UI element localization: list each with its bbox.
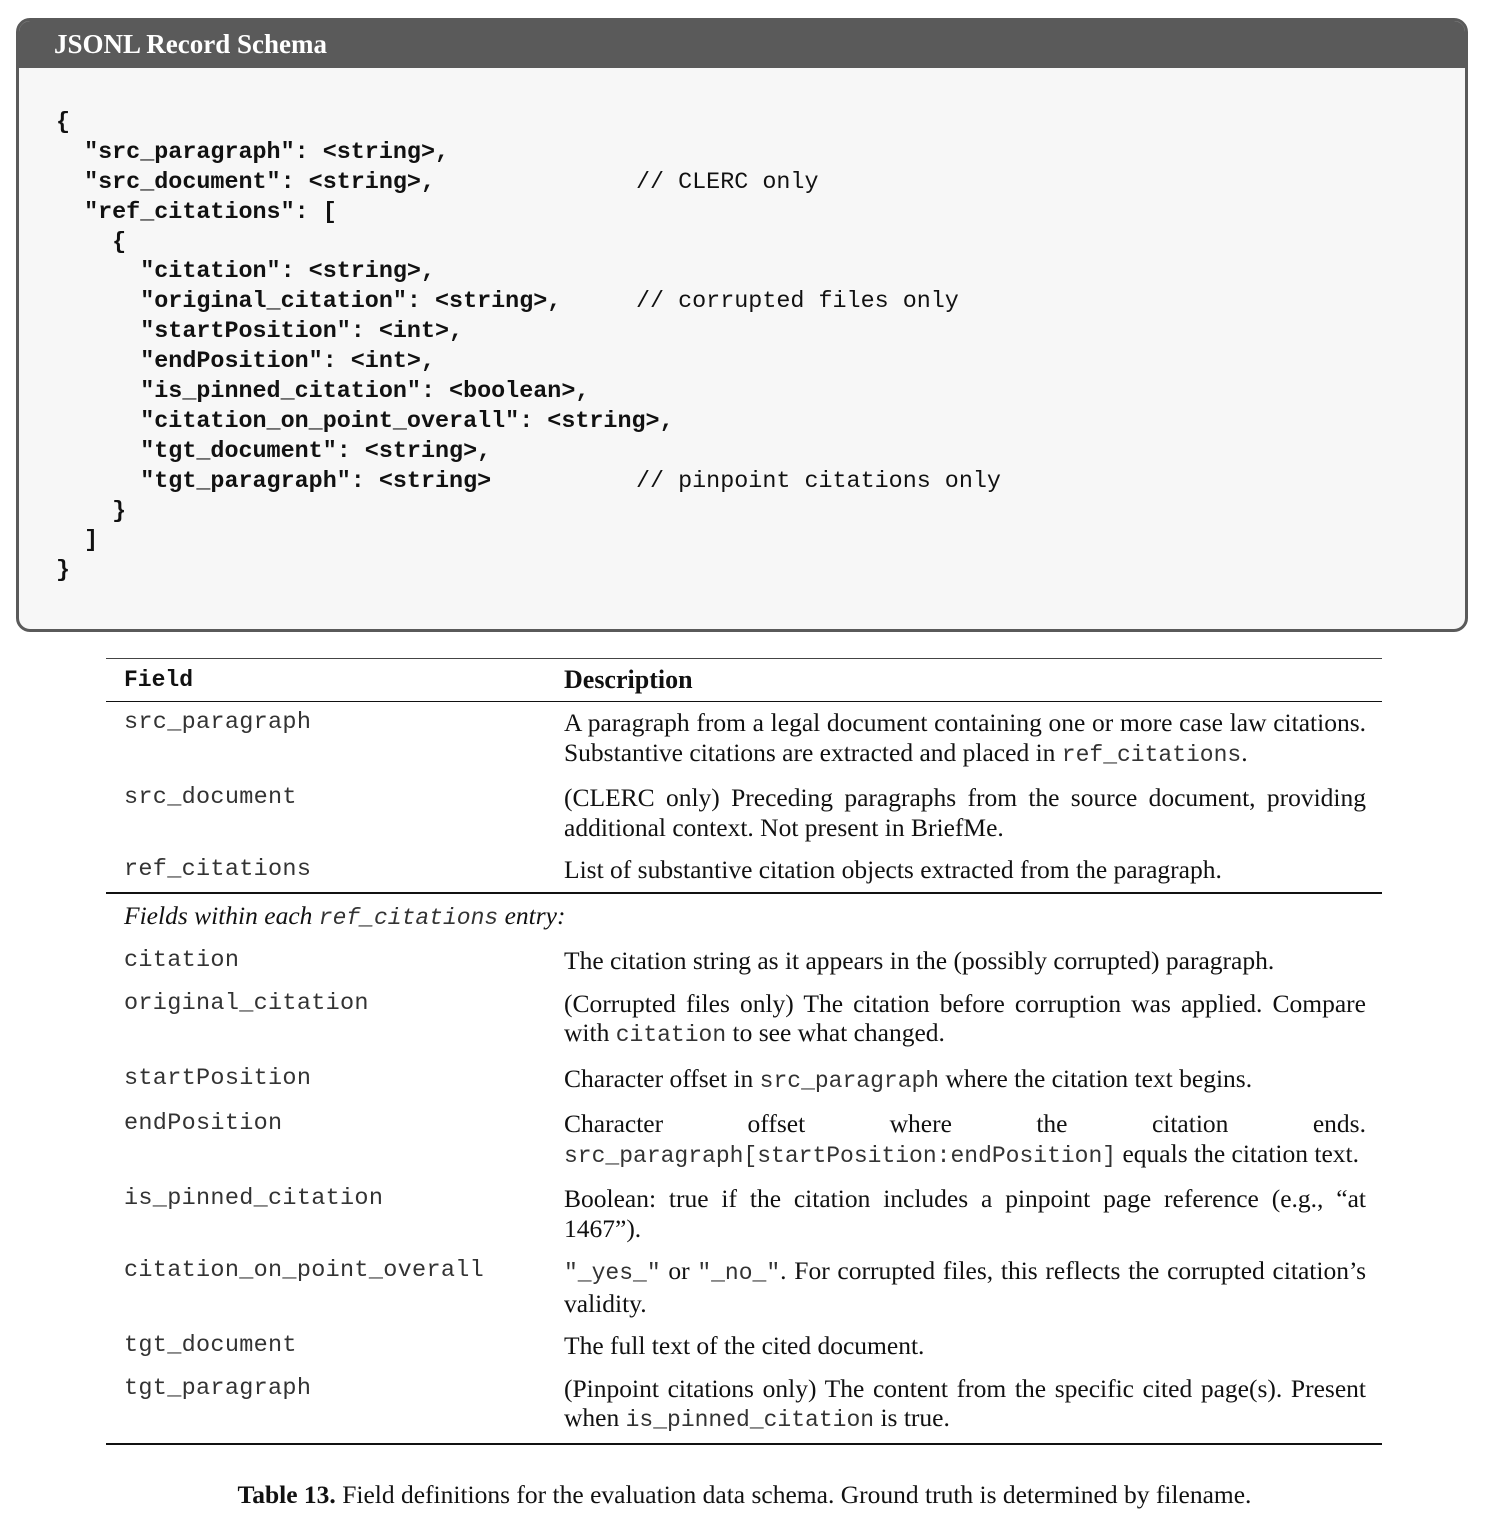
code-line: [56, 468, 1001, 498]
table-row: [106, 940, 1382, 983]
description-text: Character offset where the citation ends.: [564, 1109, 1366, 1138]
code-text: }: [56, 498, 127, 525]
inline-code: "_no_": [697, 1260, 781, 1286]
section-row: [106, 893, 1382, 941]
header-field: Field: [106, 659, 546, 702]
header-description: Description: [546, 659, 1382, 702]
inline-code: is_pinned_citation: [625, 1407, 875, 1433]
table-row: [106, 1058, 1382, 1104]
field-name: ref_citations: [106, 849, 546, 893]
code-line: [56, 199, 674, 229]
code-text: ]: [56, 528, 99, 555]
field-name: src_document: [124, 784, 297, 811]
code-line: [56, 498, 674, 528]
table-caption: [0, 1480, 1489, 1510]
code-text: "original_citation": <string>,: [56, 289, 562, 316]
description-text: Character offset in: [564, 1063, 760, 1093]
section-label-mono: ref_citations: [318, 904, 499, 931]
field-name: original_citation: [124, 989, 369, 1017]
code-comment: // pinpoint citations only: [636, 468, 1001, 495]
code-line: [56, 169, 819, 199]
code-text: "src_paragraph": <string>,: [56, 139, 450, 166]
field-name: citation: [124, 947, 240, 974]
field-description: [546, 1058, 1382, 1104]
table-row: [106, 1250, 1382, 1325]
inline-code: ref_citations: [1061, 741, 1242, 768]
description-text: (Corrupted files only) The citation before corruption was applied. Compare with: [564, 988, 1366, 1047]
description-text: or: [660, 1256, 698, 1285]
section-label-suffix: entry:: [498, 900, 566, 930]
caption-label: Table 13.: [237, 1480, 336, 1509]
table-header-row: [106, 659, 1382, 702]
code-line: [56, 229, 674, 259]
field-description: [546, 849, 1382, 893]
description-text: (Pinpoint citations only) The content from the specific cited page(s). Present when: [564, 1373, 1366, 1432]
field-description: [546, 983, 1382, 1058]
field-name: tgt_paragraph: [106, 1368, 546, 1444]
description-text: is true.: [874, 1403, 950, 1432]
code-text: "citation": <string>,: [56, 259, 435, 286]
table-row: [106, 849, 1382, 893]
code-line: [56, 318, 674, 348]
field-name: tgt_document: [124, 1332, 297, 1359]
code-text: "tgt_document": <string>,: [56, 438, 492, 465]
code-line: [56, 438, 674, 468]
field-description: [546, 1325, 1382, 1368]
code-text: "citation_on_point_overall": <string>,: [56, 408, 674, 435]
code-line: [56, 378, 674, 408]
code-text: {: [56, 110, 71, 136]
code-comment: // CLERC only: [636, 169, 819, 196]
description-text: List of substantive citation objects extracted from the paragraph.: [564, 855, 1222, 884]
description-text: .: [1241, 737, 1248, 767]
field-description: [546, 777, 1382, 849]
inline-code: src_paragraph: [759, 1067, 940, 1094]
description-text: The citation string as it appears in the (possibly corrupted) paragraph.: [564, 946, 1275, 975]
table-row: [106, 702, 1382, 778]
table-row: [106, 1368, 1382, 1444]
field-name: startPosition: [124, 1064, 312, 1092]
description-text: to see what changed.: [726, 1018, 945, 1047]
description-text: A paragraph from a legal document containing one or more case law citations. Substantive citations are extracted and placed in: [564, 708, 1366, 767]
inline-code: "_yes_": [564, 1260, 661, 1286]
nested-rows: [106, 940, 1382, 1444]
code-line: [56, 139, 674, 169]
field-name: is_pinned_citation: [124, 1185, 384, 1212]
code-text: "ref_citations": [: [56, 199, 337, 226]
description-text: The full text of the cited document.: [564, 1331, 925, 1360]
field-name: endPosition: [124, 1110, 283, 1137]
schema-title: JSONL Record Schema: [19, 21, 1465, 68]
field-name: src_paragraph: [124, 709, 312, 736]
code-text: "src_document": <string>,: [56, 169, 435, 196]
inline-code: citation: [615, 1022, 727, 1048]
table-row: [106, 1178, 1382, 1250]
code-comment: // corrupted files only: [636, 289, 959, 316]
section-label: [106, 893, 1382, 941]
code-text: "startPosition": <int>,: [56, 319, 464, 346]
table-row: [106, 777, 1382, 849]
code-line: [56, 288, 959, 318]
schema-box: [16, 18, 1468, 632]
field-description: [546, 1103, 1382, 1178]
code-line: [56, 408, 674, 438]
field-description: [546, 1178, 1382, 1250]
field-description: [546, 1250, 1382, 1325]
code-text: }: [56, 558, 71, 585]
top-level-rows: [106, 702, 1382, 893]
inline-code: src_paragraph[startPosition:endPosition]: [564, 1142, 1117, 1169]
field-description: [546, 940, 1382, 983]
code-line: [56, 557, 674, 587]
code-text: "is_pinned_citation": <boolean>,: [56, 379, 590, 406]
description-text: equals the citation text.: [1116, 1138, 1359, 1168]
code-text: "endPosition": <int>,: [56, 349, 435, 376]
description-text: (CLERC only) Preceding paragraphs from the source document, providing additional context. Not present in BriefMe.: [564, 783, 1366, 842]
description-text: . For corrupted files, this reflects the corrupted citation’s validity.: [564, 1256, 1366, 1318]
caption-text: Field definitions for the evaluation data schema. Ground truth is determined by filename.: [335, 1480, 1252, 1509]
field-description: [546, 702, 1382, 778]
code-line: [56, 109, 674, 139]
description-text: Boolean: true if the citation includes a pinpoint page reference (e.g., “at 1467”).: [564, 1184, 1366, 1243]
field-description: [546, 1368, 1382, 1444]
section-label-prefix: Fields within each: [124, 900, 319, 930]
code-line: [56, 258, 674, 288]
code-line: [56, 348, 674, 378]
table-row: [106, 1103, 1382, 1178]
schema-code-block: [56, 109, 1001, 587]
field-definitions-table: [106, 658, 1382, 1445]
table-row: [106, 1325, 1382, 1368]
code-text: "tgt_paragraph": <string>: [56, 468, 492, 495]
code-line: [56, 527, 674, 557]
description-text: where the citation text begins.: [939, 1063, 1253, 1093]
code-text: {: [56, 229, 127, 256]
field-name: citation_on_point_overall: [124, 1257, 485, 1284]
table-row: [106, 983, 1382, 1058]
